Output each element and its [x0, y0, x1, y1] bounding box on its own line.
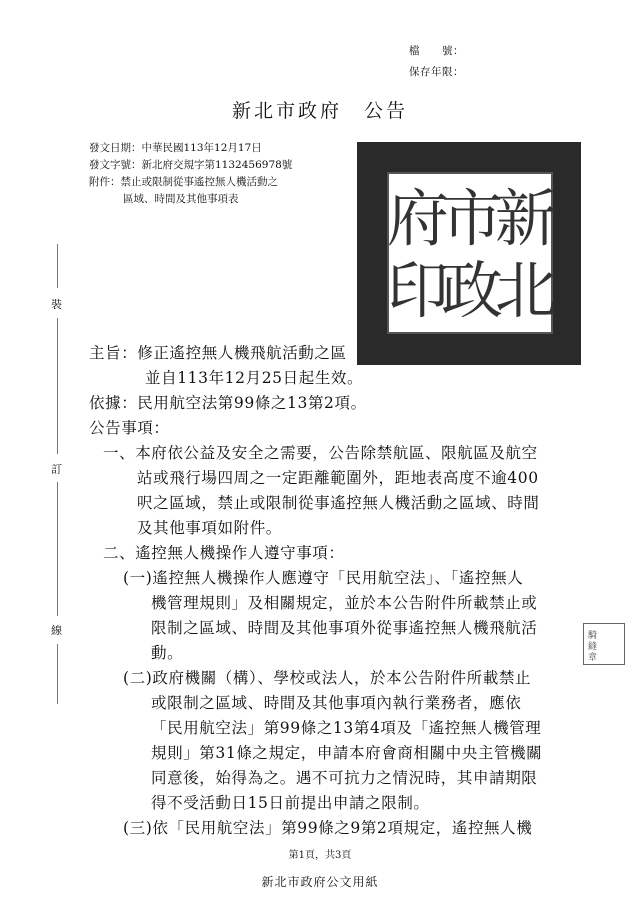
- item-1: [89, 441, 559, 541]
- binding-label: 訂: [51, 463, 62, 476]
- sub-item-line: 機管理規則」及相關規定，並於本公告附件所載禁止或: [151, 594, 538, 612]
- document-meta: [89, 140, 292, 208]
- item-1-line: 及其他事項如附件。: [137, 519, 282, 537]
- sub-item-line: (三)依「民用航空法」第99條之9第2項規定，遙控無人機: [123, 819, 533, 837]
- sub-item-line: 規則」第31條之規定，申請本府會商相關中央主管機關: [151, 744, 543, 762]
- seal-char: 市: [441, 182, 504, 255]
- file-number-label: 檔 號：: [409, 45, 464, 57]
- subject-line-cont: 並自113年12月25日起生效。: [145, 369, 364, 387]
- sub-item-3: [103, 816, 559, 841]
- item-1-line: 一、本府依公益及安全之需要，公告除禁航區、限航區及航空: [103, 444, 538, 462]
- binding-line: [57, 244, 58, 288]
- binding-line: [57, 644, 58, 704]
- notice-heading: 公告事項：: [89, 419, 170, 437]
- seal-char: 府: [387, 182, 450, 255]
- binding-line: [57, 318, 58, 454]
- stamp-char: 騎: [588, 631, 598, 641]
- item-2-heading: 二、遙控無人機操作人遵守事項：: [103, 544, 345, 562]
- paper-footer: 新北市政府公文用紙: [261, 875, 379, 889]
- seal-char: 新: [495, 182, 558, 255]
- seal-char: 印: [387, 254, 450, 327]
- sub-item-line: (二)政府機關（構）、學校或法人，於本公告附件所載禁止: [123, 669, 532, 687]
- sub-item-line: 「民用航空法」第99條之13第4項及「遙控無人機管理: [151, 719, 542, 737]
- binding-label: 裝: [51, 298, 62, 311]
- seal-char: 北: [495, 254, 558, 327]
- item-2: [89, 541, 559, 841]
- binding-label: 線: [51, 624, 62, 637]
- stamp-char: 縫: [588, 642, 598, 652]
- page-title: 新北市政府 公告: [231, 100, 408, 122]
- item-1-line: 呎之區域，禁止或限制從事遙控無人機活動之區域、時間: [137, 494, 540, 512]
- document-number: 發文字號：新北府交規字第1132456978號: [89, 159, 293, 171]
- sub-item-line: 動。: [151, 644, 184, 662]
- retention-period-label: 保存年限：: [409, 66, 464, 78]
- official-seal: [357, 142, 581, 365]
- seam-stamp: [583, 623, 625, 665]
- sub-item-line: 同意後，始得為之。遇不可抗力之情況時，其申請期限: [151, 769, 538, 787]
- sub-item-line: (一)遙控無人機操作人應遵守「民用航空法」、「遙控無人: [123, 569, 524, 587]
- item-1-line: 站或飛行場四周之一定距離範圍外，距地表高度不逾400: [137, 469, 539, 487]
- sub-item-line: 或限制之區域、時間及其他事項內執行業務者，應依: [151, 694, 522, 712]
- seal-char: 政: [441, 254, 504, 327]
- issue-date: 發文日期：中華民國113年12月17日: [89, 142, 262, 154]
- attachment-line: 附件：禁止或限制從事遙控無人機活動之: [89, 176, 278, 188]
- legal-basis: 依據：民用航空法第99條之13第2項。: [89, 394, 367, 412]
- sub-item-2: [103, 666, 559, 816]
- page-number: 第1頁，共3頁: [288, 850, 352, 861]
- stamp-char: 章: [588, 653, 598, 663]
- attachment-line-cont: 區域、時間及其他事項表: [123, 193, 239, 205]
- binding-line: [57, 482, 58, 616]
- subject-line: 主旨：修正遙控無人機飛航活動之區: [89, 344, 347, 362]
- sub-item-1: [103, 566, 559, 666]
- seal-frame: [387, 172, 558, 334]
- sub-item-line: 得不受活動日15日前提出申請之限制。: [151, 794, 430, 812]
- sub-item-line: 限制之區域、時間及其他事項外從事遙控無人機飛航活: [151, 619, 538, 637]
- notice-body: [89, 341, 559, 841]
